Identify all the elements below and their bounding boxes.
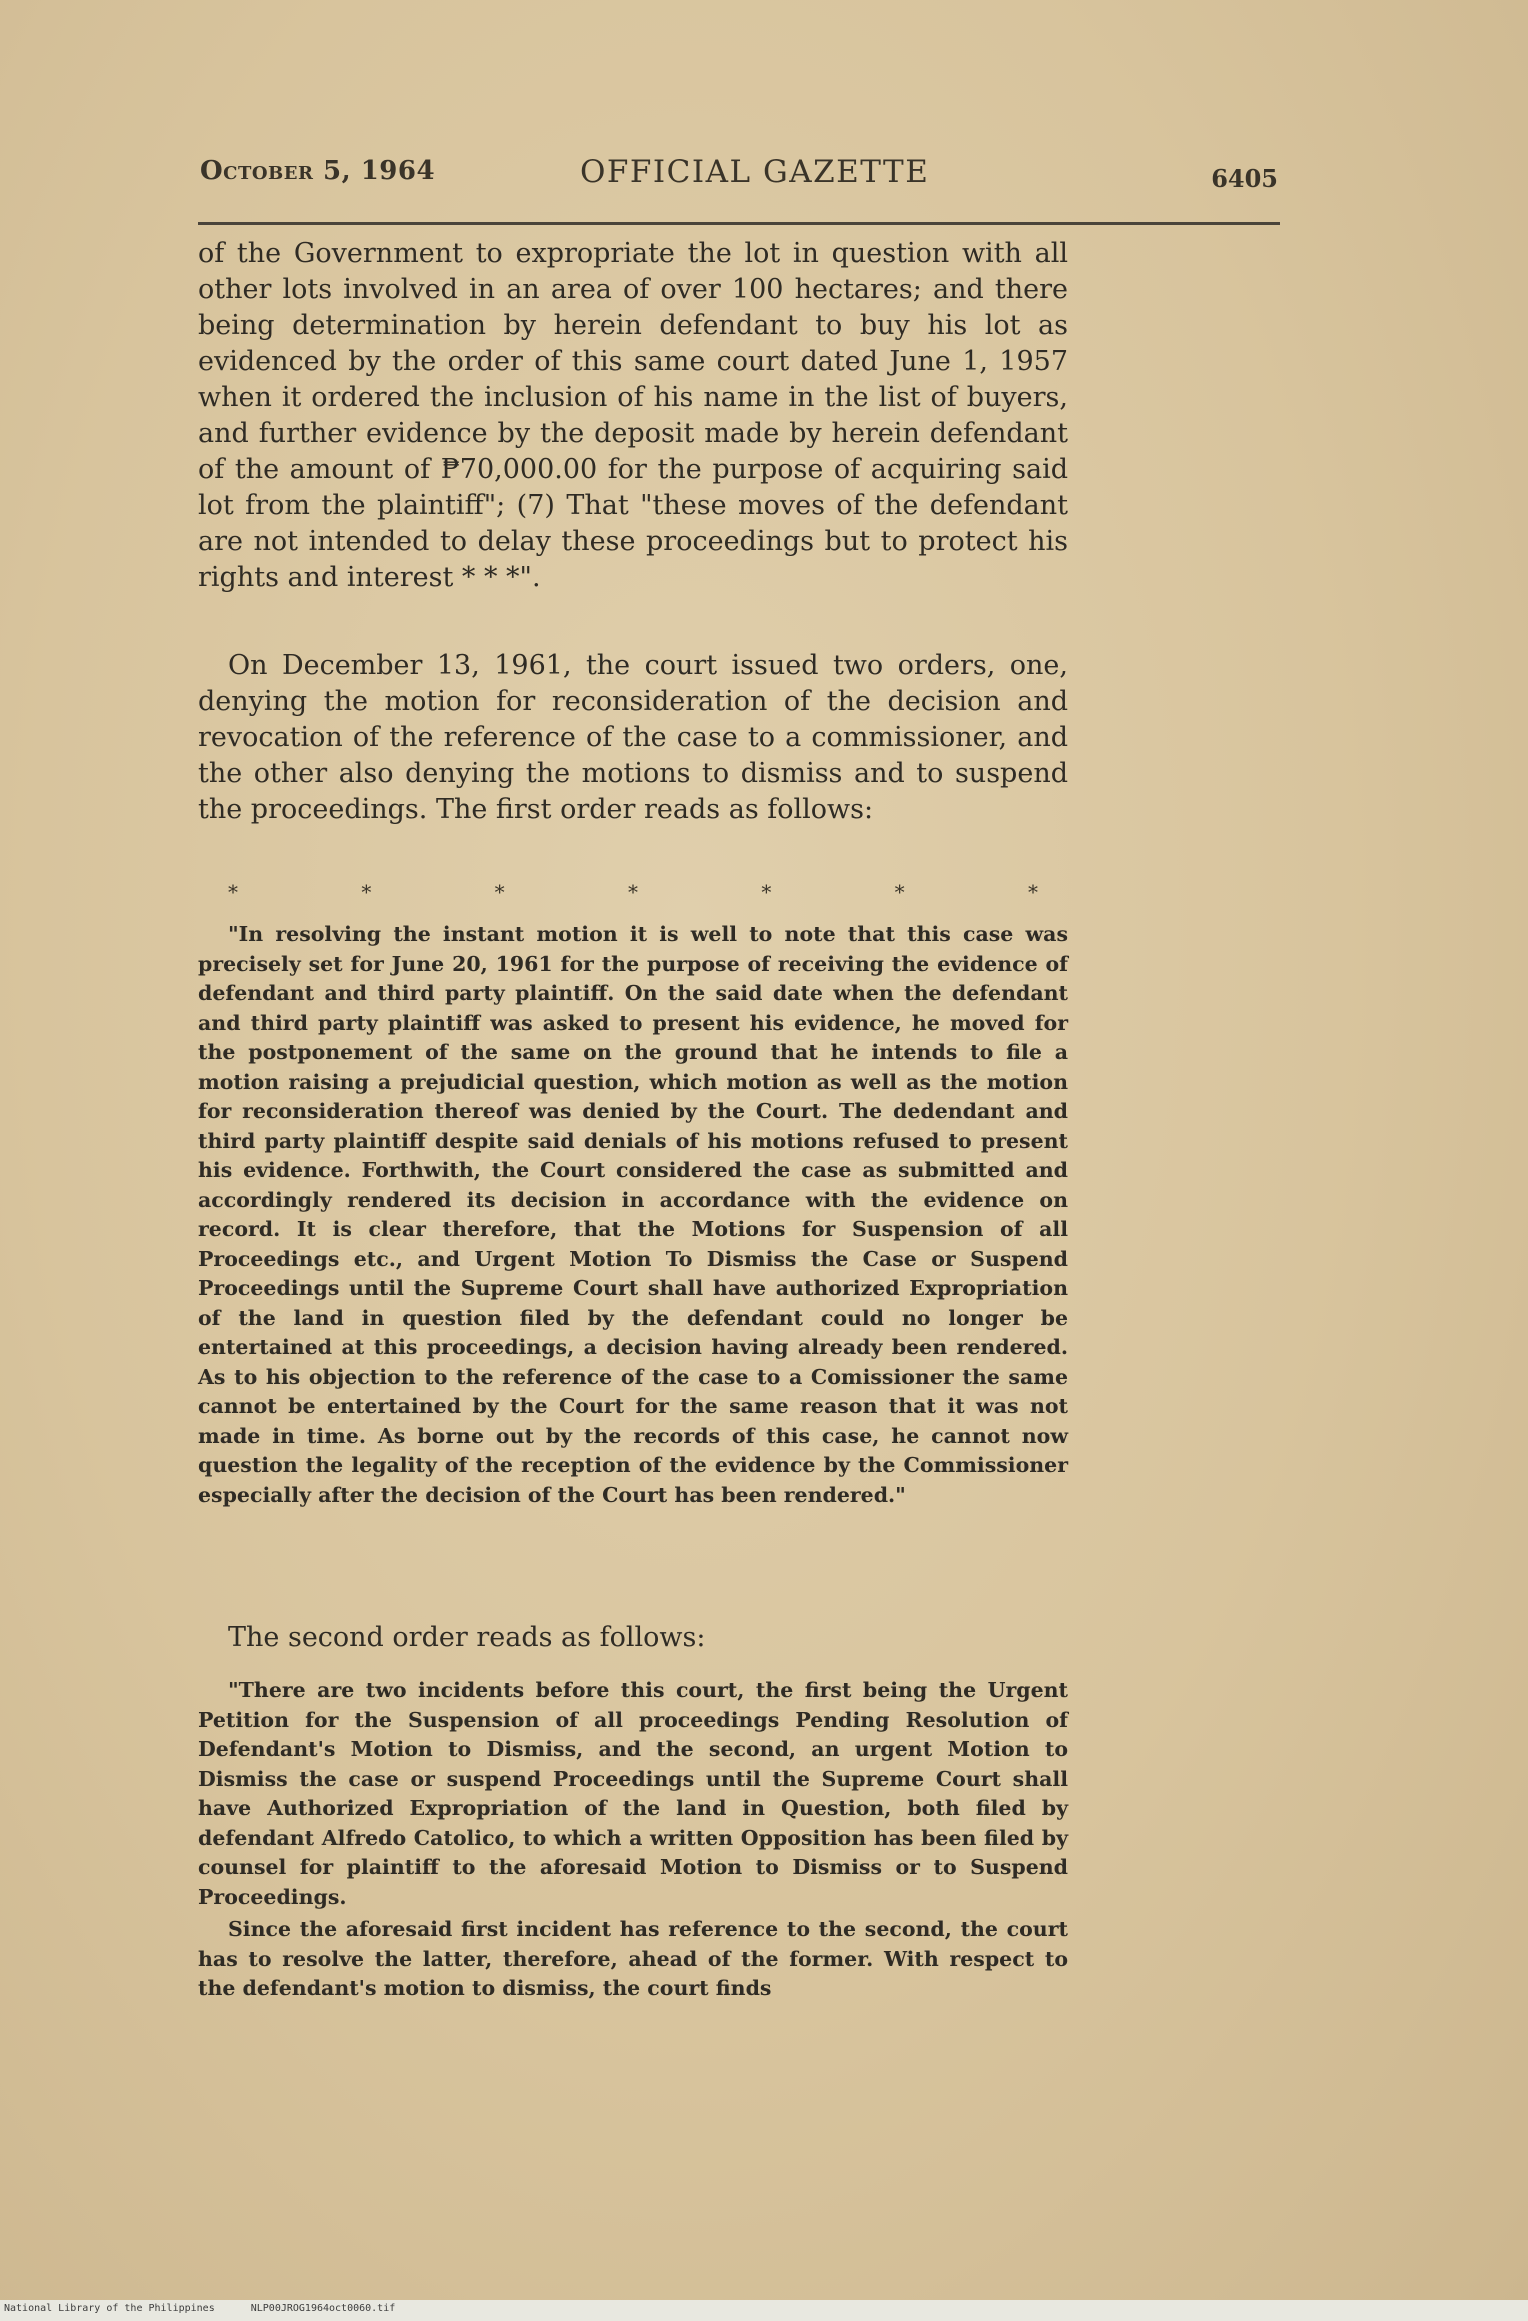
- page-header: [198, 150, 1280, 200]
- paragraph-text: of the Government to expropriate the lot in question with all other lots involved in an area of over 100 hectares; and there being determination by herein defendant to buy his lot as evidenced by the order of this same court dated June 1, 1957 when it ordered the inclusion of his name in the list of buyers, and further evidence by the deposit made by herein defendant of the amount of ₱70,000.00 for the purpose of acquiring said lot from the plaintiff"; (7) That "these moves of the defendant are not intended to delay these proceedings but to protect his rights and interest * * *".: [198, 238, 1068, 593]
- ellipsis-stars: [198, 880, 1068, 904]
- header-rule: [198, 222, 1280, 225]
- header-date: October 5, 1964: [200, 156, 436, 186]
- star: *: [361, 880, 372, 904]
- star: *: [1027, 880, 1038, 904]
- footer-source: National Library of the Philippines: [4, 2303, 215, 2314]
- quote-first-order: [198, 920, 1068, 1510]
- paragraph-continuation: [198, 236, 1068, 596]
- footer-filename: NLP00JROG1964oct0060.tif: [250, 2303, 396, 2314]
- star: *: [894, 880, 905, 904]
- quote-second-order: [198, 1676, 1068, 1912]
- quote-second-order-continued: [198, 1915, 1068, 2004]
- star: *: [228, 880, 238, 904]
- star: *: [761, 880, 772, 904]
- quote-text: "There are two incidents before this court, the first being the Urgent Petition for the Suspension of all proceedings Pending Resolution of Defendant's Motion to Dismiss, and the second, an urgent Motion to Dismiss the case or suspend Proceedings until the Supreme Court shall have Authorized Expropriation of the land in Question, both filed by defendant Alfredo Catolico, to which a written Opposition has been filed by counsel for plaintiff to the aforesaid Motion to Dismiss or to Suspend Proceedings.: [198, 1678, 1068, 1909]
- paragraph-orders: [198, 648, 1068, 828]
- star: *: [494, 880, 505, 904]
- header-title: OFFICIAL GAZETTE: [580, 154, 930, 190]
- paragraph-text: The second order reads as follows:: [228, 1622, 706, 1653]
- scan-footer: [0, 2300, 1528, 2321]
- star: *: [627, 880, 638, 904]
- paragraph-text: On December 13, 1961, the court issued two orders, one, denying the motion for reconsideration of the decision and revocation of the reference of the case to a commissioner, and the other also denying the motions to dismiss and to suspend the proceedings. The first order reads as follows:: [198, 650, 1068, 825]
- paragraph-second-order: [198, 1620, 1068, 1656]
- quote-text: Since the aforesaid first incident has reference to the second, the court has to resolve the latter, therefore, ahead of the former. With respect to the defendant's motion to dismiss, the court finds: [198, 1917, 1068, 2000]
- quote-text: "In resolving the instant motion it is well to note that this case was precisely set for June 20, 1961 for the purpose of receiving the evidence of defendant and third party plaintiff. On the said date when the defendant and third party plaintiff was asked to present his evidence, he moved for the postponement of the same on the ground that he intends to file a motion raising a prejudicial question, which motion as well as the motion for reconsideration thereof was denied by the Court. The dedendant and third party plaintiff despite said denials of his motions refused to present his evidence. Forthwith, the Court considered the case as submitted and accordingly rendered its decision in accordance with the evidence on record. It is clear therefore, that the Motions for Suspension of all Proceedings etc., and Urgent Motion To Dismiss the Case or Suspend Proceedings until the Supreme Court shall have authorized Expropriation of the land in question filed by the defendant could no longer be entertained at this proceedings, a decision having already been rendered. As to his objection to the reference of the case to a Comissioner the same cannot be entertained by the Court for the same reason that it was not made in time. As borne out by the records of this case, he cannot now question the legality of the reception of the evidence by the Commissioner especially after the decision of the Court has been rendered.": [198, 922, 1068, 1507]
- page-number: 6405: [1211, 164, 1278, 193]
